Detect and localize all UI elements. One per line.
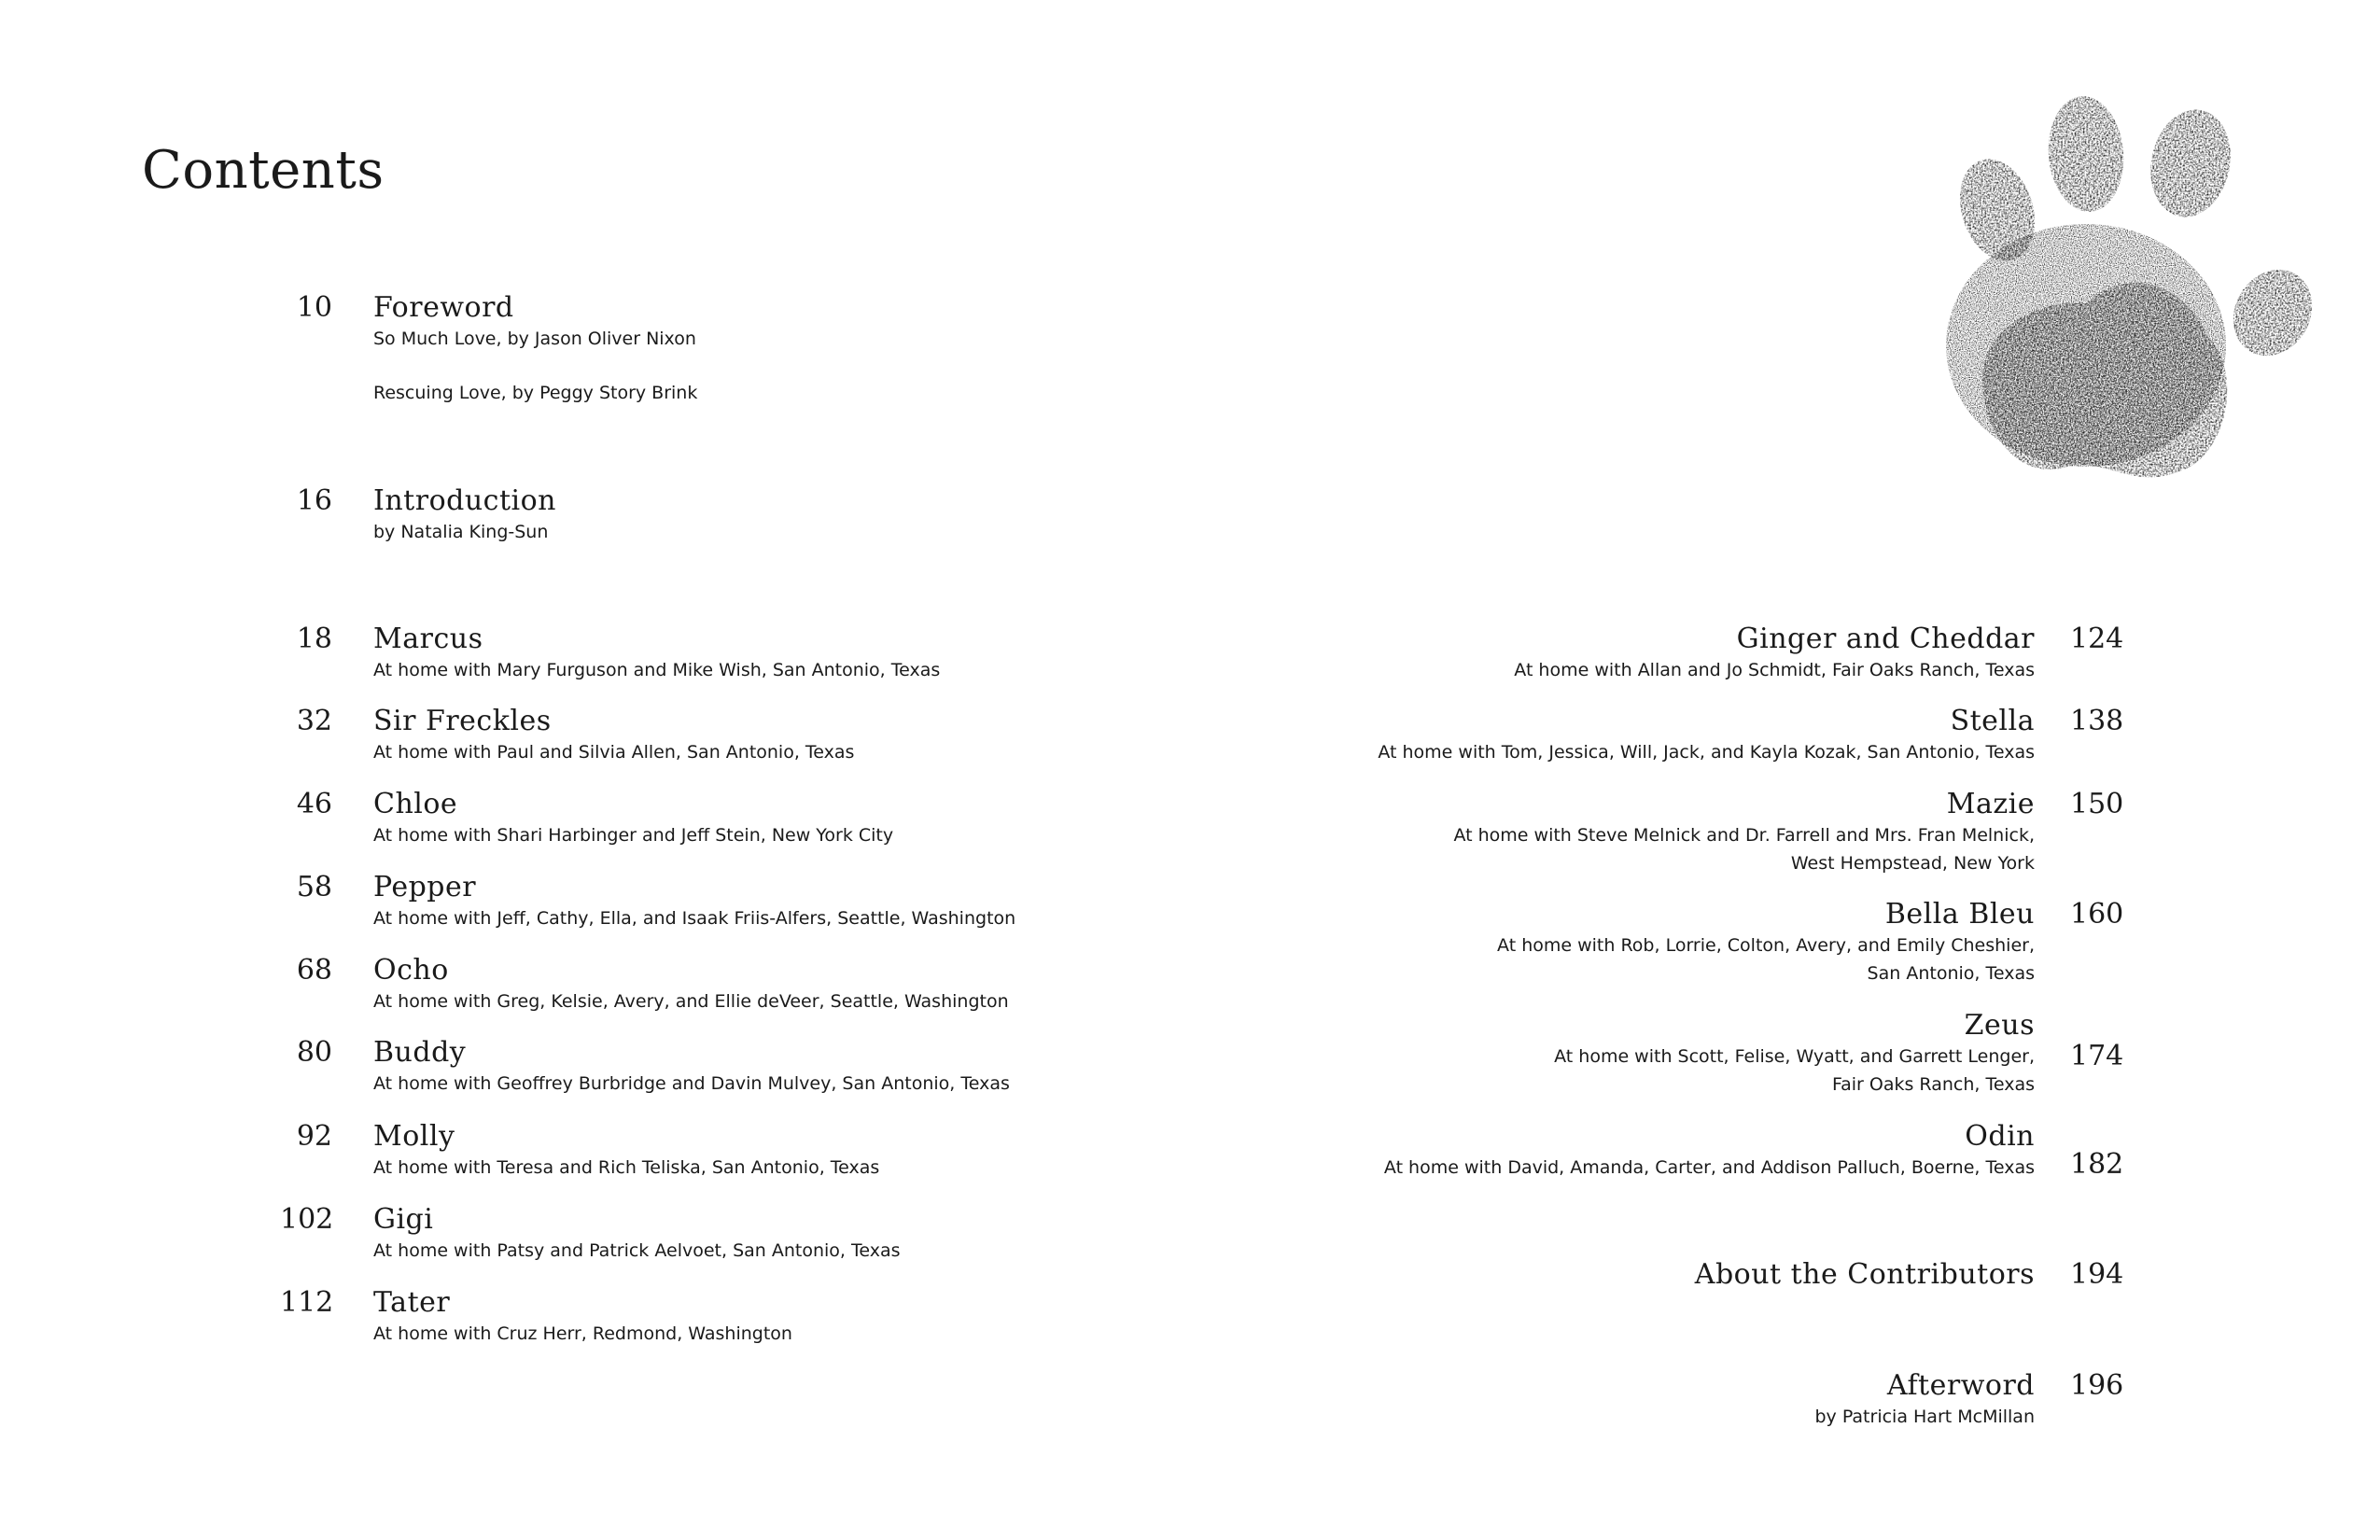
- entry-subtitle: by Natalia King-Sun: [373, 522, 549, 542]
- page-number: 182: [2070, 1148, 2124, 1181]
- entry-title: Stella: [1950, 705, 2035, 737]
- entry-subtitle: West Hempstead, New York: [1790, 853, 2035, 874]
- entry-subtitle: At home with Jeff, Cathy, Ella, and Isaak Friis-Alfers, Seattle, Washington: [373, 908, 1016, 929]
- entry-title: Molly: [373, 1120, 455, 1153]
- entry-title: Afterword: [1886, 1369, 2035, 1402]
- page-number: 102: [280, 1203, 334, 1236]
- page-number: 46: [296, 788, 332, 820]
- page-title: Contents: [142, 140, 385, 201]
- entry-title: Tater: [373, 1286, 451, 1319]
- entry-title: About the Contributors: [1694, 1258, 2035, 1291]
- entry-title: Zeus: [1964, 1009, 2035, 1042]
- page-number: 10: [296, 291, 332, 324]
- entry-title: Chloe: [373, 788, 458, 820]
- page-number: 16: [296, 484, 332, 517]
- entry-subtitle: Rescuing Love, by Peggy Story Brink: [373, 383, 698, 403]
- entry-title: Gigi: [373, 1203, 434, 1236]
- page-number: 174: [2070, 1040, 2124, 1072]
- entry-title: Mazie: [1946, 788, 2035, 820]
- entry-title: Foreword: [373, 291, 514, 324]
- entry-subtitle: by Patricia Hart McMillan: [1814, 1407, 2035, 1427]
- page-number: 58: [296, 871, 332, 903]
- page-number: 80: [296, 1036, 332, 1069]
- entry-subtitle: At home with Tom, Jessica, Will, Jack, and Kayla Kozak, San Antonio, Texas: [1378, 742, 2035, 763]
- entry-title: Ginger and Cheddar: [1736, 623, 2035, 655]
- page-number: 112: [280, 1286, 334, 1319]
- entry-title: Sir Freckles: [373, 705, 552, 737]
- entry-title: Buddy: [373, 1036, 467, 1069]
- entry-title: Introduction: [373, 484, 556, 517]
- page-number: 68: [296, 954, 332, 987]
- entry-subtitle: At home with Steve Melnick and Dr. Farrell and Mrs. Fran Melnick,: [1453, 825, 2035, 846]
- page-number: 138: [2070, 705, 2124, 737]
- entry-subtitle: At home with Allan and Jo Schmidt, Fair Oaks Ranch, Texas: [1514, 660, 2035, 680]
- entry-subtitle: San Antonio, Texas: [1867, 963, 2035, 984]
- entry-title: Marcus: [373, 623, 483, 655]
- entry-subtitle: At home with David, Amanda, Carter, and Addison Palluch, Boerne, Texas: [1383, 1157, 2035, 1178]
- entry-subtitle: At home with Geoffrey Burbridge and Davin Mulvey, San Antonio, Texas: [373, 1073, 1010, 1094]
- entry-subtitle: At home with Patsy and Patrick Aelvoet, San Antonio, Texas: [373, 1240, 901, 1261]
- entry-title: Bella Bleu: [1884, 898, 2035, 931]
- entry-subtitle: At home with Rob, Lorrie, Colton, Avery, and Emily Cheshier,: [1497, 935, 2035, 956]
- page-number: 150: [2070, 788, 2124, 820]
- page-number: 32: [296, 705, 332, 737]
- page-number: 124: [2070, 623, 2124, 655]
- page-number: 194: [2070, 1258, 2124, 1291]
- entry-title: Pepper: [373, 871, 477, 903]
- entry-subtitle: At home with Paul and Silvia Allen, San Antonio, Texas: [373, 742, 855, 763]
- entry-subtitle: At home with Greg, Kelsie, Avery, and Ellie deVeer, Seattle, Washington: [373, 991, 1009, 1012]
- entry-title: Ocho: [373, 954, 449, 987]
- entry-title: Odin: [1965, 1120, 2035, 1153]
- entry-subtitle: At home with Shari Harbinger and Jeff Stein, New York City: [373, 825, 894, 846]
- paw-print-icon: [1946, 65, 2329, 495]
- entry-subtitle: At home with Teresa and Rich Teliska, San Antonio, Texas: [373, 1157, 880, 1178]
- page-number: 18: [296, 623, 332, 655]
- page-number: 196: [2070, 1369, 2124, 1402]
- page-number: 160: [2070, 898, 2124, 931]
- page-number: 92: [296, 1120, 332, 1153]
- entry-subtitle: At home with Mary Furguson and Mike Wish, San Antonio, Texas: [373, 660, 941, 680]
- entry-subtitle: At home with Cruz Herr, Redmond, Washington: [373, 1323, 792, 1344]
- entry-subtitle: At home with Scott, Felise, Wyatt, and Garrett Lenger,: [1554, 1046, 2035, 1067]
- entry-subtitle: So Much Love, by Jason Oliver Nixon: [373, 329, 696, 349]
- entry-subtitle: Fair Oaks Ranch, Texas: [1831, 1074, 2035, 1095]
